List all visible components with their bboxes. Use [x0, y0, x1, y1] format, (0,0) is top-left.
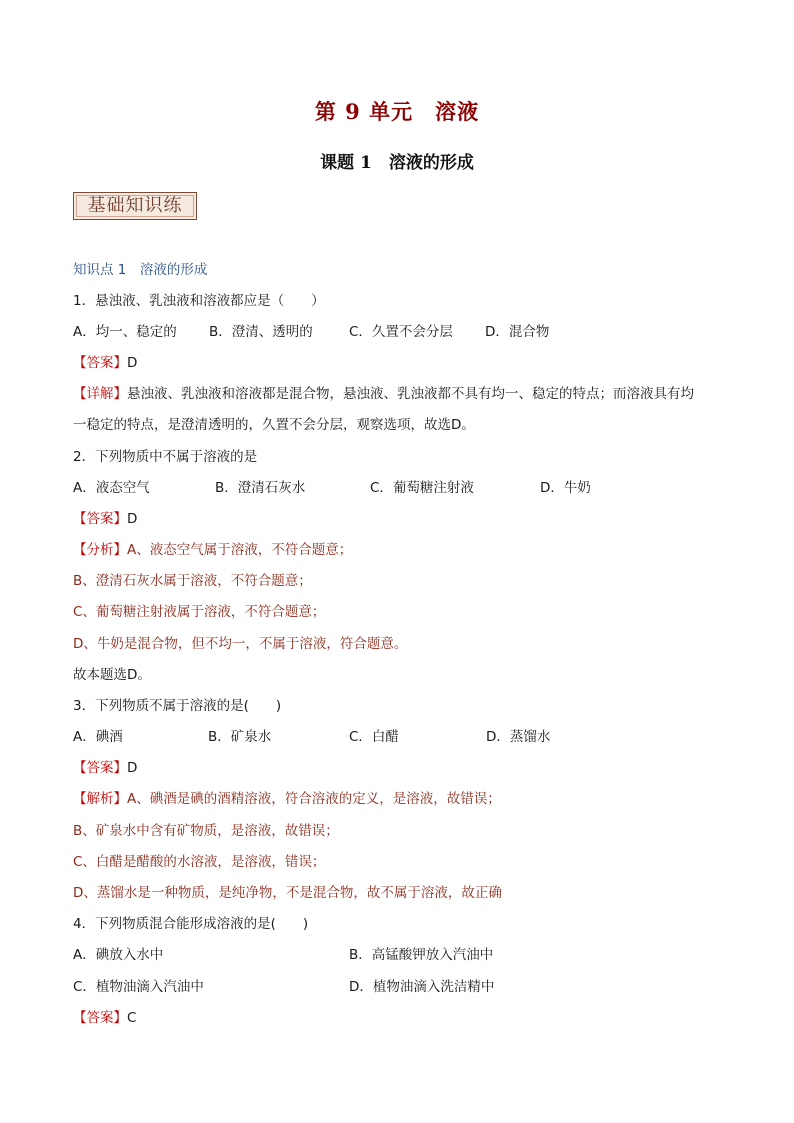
question-4-options-row-1	[73, 946, 723, 964]
q2-option-c: C．葡萄糖注射液	[370, 480, 474, 496]
q2-option-d: D．牛奶	[540, 480, 591, 496]
answer-label: 【答案】	[73, 760, 127, 776]
q3-option-c: C．白醋	[349, 729, 399, 745]
analysis-text: A、液态空气属于溶液，不符合题意；	[127, 542, 353, 558]
q1-option-d: D．混合物	[485, 324, 550, 340]
q4-option-c: C．植物油滴入汽油中	[73, 979, 204, 995]
q2-option-a: A．液态空气	[73, 480, 150, 496]
q3-option-a: A．碘酒	[73, 729, 123, 745]
answer-label: 【答案】	[73, 1010, 127, 1026]
question-3-analysis-line-4: D、蒸馏水是一种物质，是纯净物，不是混合物，故不属于溶液，故正确	[73, 885, 502, 901]
question-3-analysis-line-3: C、白醋是醋酸的水溶液，是溶液，错误；	[73, 854, 326, 870]
answer-value: C	[127, 1010, 137, 1026]
question-4-answer	[73, 1009, 136, 1027]
analysis-label: 【解析】	[73, 791, 127, 807]
question-3-analysis-line-2: B、矿泉水中含有矿物质，是溶液，故错误；	[73, 823, 339, 839]
question-1-answer	[73, 354, 137, 372]
question-3-analysis-line-1	[73, 790, 501, 808]
analysis-text: A、碘酒是碘的酒精溶液，符合溶液的定义，是溶液，故错误；	[127, 791, 501, 807]
question-1-detail-line-2: 一稳定的特点，是澄清透明的，久置不会分层，观察选项，故选D。	[73, 417, 475, 433]
q3-option-b: B．矿泉水	[208, 729, 272, 745]
answer-value: D	[127, 355, 138, 371]
question-2-conclusion: 故本题选D。	[73, 667, 151, 683]
question-2-options	[73, 479, 723, 497]
answer-value: D	[127, 511, 138, 527]
lesson-title: 课题 1 溶液的形成	[320, 153, 474, 173]
question-2-analysis-line-1	[73, 541, 352, 559]
question-1-stem: 1．悬浊液、乳浊液和溶液都应是（ ）	[73, 293, 325, 309]
section-label: 基础知识练	[73, 192, 197, 220]
question-4-stem: 4．下列物质混合能形成溶液的是( )	[73, 916, 309, 932]
analysis-label: 【分析】	[73, 542, 127, 558]
question-2-stem: 2．下列物质中不属于溶液的是	[73, 449, 258, 465]
question-1-detail-line-1	[73, 385, 694, 403]
q1-option-b: B．澄清、透明的	[209, 324, 313, 340]
question-2-analysis-line-4: D、牛奶是混合物，但不均一，不属于溶液，符合题意。	[73, 636, 408, 652]
q1-option-a: A．均一、稳定的	[73, 324, 177, 340]
detail-text: 悬浊液、乳浊液和溶液都是混合物，悬浊液、乳浊液都不具有均一、稳定的特点；而溶液具有均	[127, 386, 694, 402]
question-2-analysis-line-2: B、澄清石灰水属于溶液，不符合题意；	[73, 573, 312, 589]
question-2-analysis-line-3: C、葡萄糖注射液属于溶液，不符合题意；	[73, 604, 326, 620]
q1-option-c: C．久置不会分层	[349, 324, 453, 340]
q4-option-b: B．高锰酸钾放入汽油中	[349, 947, 494, 963]
question-3-stem: 3．下列物质不属于溶液的是( )	[73, 698, 282, 714]
question-3-options	[73, 728, 723, 746]
question-4-options-row-2	[73, 978, 723, 996]
unit-title: 第 9 单元 溶液	[314, 99, 480, 124]
q3-option-d: D．蒸馏水	[486, 729, 551, 745]
q2-option-b: B．澄清石灰水	[215, 480, 306, 496]
answer-value: D	[127, 760, 138, 776]
question-1-options	[73, 323, 723, 341]
answer-label: 【答案】	[73, 355, 127, 371]
knowledge-point-heading: 知识点 1 溶液的形成	[73, 262, 208, 278]
question-3-answer	[73, 759, 137, 777]
detail-label: 【详解】	[73, 386, 127, 402]
question-2-answer	[73, 510, 137, 528]
q4-option-a: A．碘放入水中	[73, 947, 164, 963]
q4-option-d: D．植物油滴入洗洁精中	[349, 979, 495, 995]
answer-label: 【答案】	[73, 511, 127, 527]
